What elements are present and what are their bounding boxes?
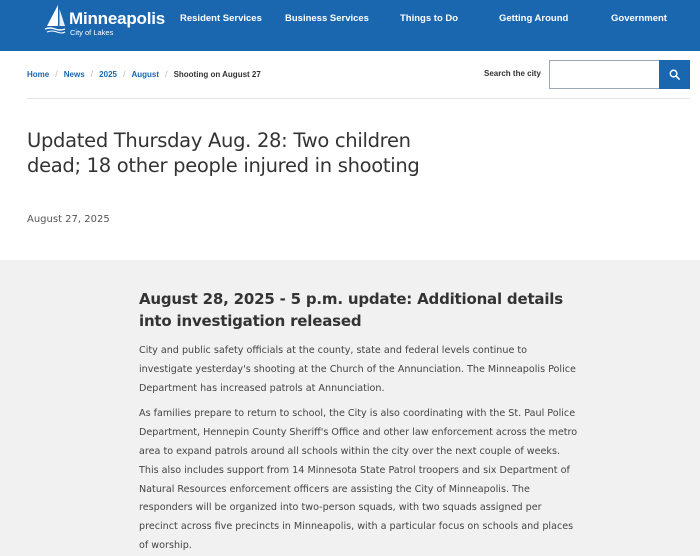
paragraph: City and public safety officials at the county, state and federal levels continue to investigate yesterday's shooting at the Church of the Annunciation. The Minneapolis Police Department has increased patrols at Annunciation.	[139, 345, 576, 394]
site-header	[0, 0, 700, 51]
nav-government[interactable]: Government	[611, 13, 667, 24]
breadcrumb-current: Shooting on August 27	[173, 69, 261, 79]
nav-resident-services[interactable]: Resident Services	[180, 13, 262, 24]
sailboat-logo-icon	[44, 4, 66, 34]
breadcrumb-news[interactable]: News	[63, 69, 85, 79]
breadcrumb-separator: /	[165, 69, 168, 79]
article-content	[139, 288, 581, 556]
breadcrumb-separator: /	[55, 69, 58, 79]
search-label: Search the city	[484, 69, 541, 78]
breadcrumb-2025[interactable]: 2025	[99, 69, 117, 79]
nav-business-services[interactable]: Business Services	[285, 13, 369, 24]
breadcrumb-separator: /	[122, 69, 126, 79]
breadcrumb-home[interactable]: Home	[27, 69, 50, 79]
article-body	[0, 260, 700, 556]
divider	[27, 98, 690, 99]
search-input[interactable]	[549, 60, 660, 89]
update-heading: August 28, 2025 - 5 p.m. update: Additional details into investigation released	[139, 290, 563, 330]
nav-getting-around[interactable]: Getting Around	[499, 13, 569, 24]
breadcrumb-august[interactable]: August	[131, 69, 160, 79]
publish-date: August 27, 2025	[27, 214, 110, 225]
logo-tagline: City of Lakes	[70, 28, 114, 37]
breadcrumb-separator: /	[90, 69, 94, 79]
page-title: Updated Thursday Aug. 28: Two children dead; 18 other people injured in shooting	[27, 129, 420, 177]
paragraph: As families prepare to return to school, the City is also coordinating with the St. Paul Police Department, Hennepin County Sheriff's Office and other law enforcement across the metro area to expand patrols around all schools within the city over the next couple of weeks. This also includes support from 14 Minnesota State Patrol troopers and six Department of Natural Resources enforcement officers are assisting the City of Minneapolis. The responders will be organized into two-person squads, with two squads assigned per precinct across five precincts in Minneapolis, with a particular focus on schools and places of worship.	[139, 408, 578, 551]
search-icon	[669, 69, 680, 80]
breadcrumb	[27, 69, 261, 79]
search-button[interactable]	[659, 60, 690, 89]
site-logo[interactable]	[44, 4, 165, 38]
nav-things-to-do[interactable]: Things to Do	[400, 13, 459, 24]
logo-name: Minneapolis	[69, 9, 166, 28]
